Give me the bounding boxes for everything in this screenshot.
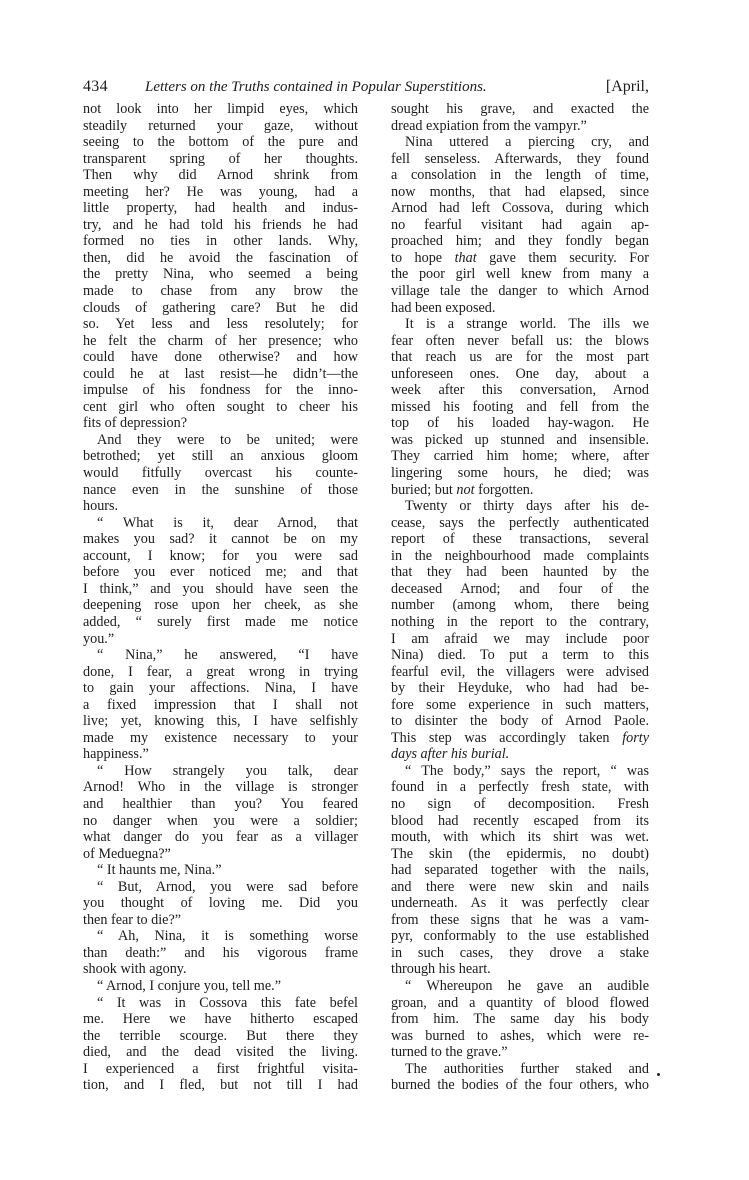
issue-date: [April, xyxy=(605,78,649,95)
text-line: Nina) died. To put a term to this xyxy=(391,647,649,664)
text-line: then fear to die?” xyxy=(83,911,182,928)
text-line: the pretty Nina, who seemed a being xyxy=(83,266,358,283)
text-line: now months, that had elapsed, since xyxy=(391,183,649,200)
text-line: shook with agony. xyxy=(83,961,187,978)
text-line: then, did he avoid the fascination of xyxy=(83,249,358,266)
text-line: “ Ah, Nina, it is something worse xyxy=(97,928,358,945)
text-line: made to chase from any brow the xyxy=(83,283,358,300)
page-number: 434 xyxy=(83,78,108,95)
text-line: from him. The same day his body xyxy=(391,1011,649,1028)
text-line: happiness.” xyxy=(83,746,149,763)
text-line: had been exposed. xyxy=(391,299,496,316)
text-line: had separated together with the nails, xyxy=(391,862,649,879)
text-line: clouds of gathering care? But he did xyxy=(83,299,358,316)
text-line: and there were new skin and nails xyxy=(391,878,649,895)
text-line: Nina uttered a piercing cry, and xyxy=(405,134,649,151)
text-line: hours. xyxy=(83,498,119,515)
text-line: account, I know; for you were sad xyxy=(83,547,358,564)
text-line: from these signs that he was a vam- xyxy=(391,911,649,928)
text-line: “ Arnod, I conjure you, tell me.” xyxy=(97,977,281,994)
text-line: fear often never befall us: the blows xyxy=(391,332,649,349)
running-head xyxy=(83,76,649,98)
text-line: report of these transactions, several xyxy=(391,531,649,548)
text-line: fore some experience in such matters, xyxy=(391,696,649,713)
text-line: you.” xyxy=(83,630,115,647)
text-line: Twenty or thirty days after his de- xyxy=(405,498,649,515)
text-line: This step was accordingly taken forty xyxy=(391,729,649,746)
text-line: “ Nina,” he answered, “I have xyxy=(97,647,358,664)
text-line: unforeseen ones. One day, about a xyxy=(391,365,649,382)
text-line: Arnod! Who in the village is stronger xyxy=(83,779,358,796)
text-line: what danger do you fear as a villager xyxy=(83,829,358,846)
text-line: betrothed; yet still an anxious gloom xyxy=(83,448,358,465)
text-column-right xyxy=(391,101,649,1094)
text-line: lingering some hours, he died; was xyxy=(391,465,649,482)
italic-emphasis: not xyxy=(456,481,475,498)
text-line: “ Whereupon he gave an audible xyxy=(405,977,649,994)
text-line: “ The body,” says the report, “ was xyxy=(405,762,649,779)
text-line: “ How strangely you talk, dear xyxy=(97,762,358,779)
text-line: seeing to the bottom of the pure and xyxy=(83,134,358,151)
italic-emphasis: that xyxy=(454,249,477,266)
text-line: underneath. As it was perfectly clear xyxy=(391,895,649,912)
text-line: could he at last resist—he didn’t—the xyxy=(83,365,358,382)
text-column-left xyxy=(83,101,358,1094)
text-line: village tale the danger to which Arnod xyxy=(391,283,649,300)
text-line: was burned to ashes, which were re- xyxy=(391,1027,649,1044)
text-line: no fearful visitant had again ap- xyxy=(391,216,649,233)
text-line: groan, and a quantity of blood flowed xyxy=(391,994,649,1011)
text-line: a consolation in the length of time, xyxy=(391,167,649,184)
text-line: number (among whom, there being xyxy=(391,597,649,614)
text-line: before you ever noticed me; and that xyxy=(83,564,358,581)
text-line: the poor girl well knew from many a xyxy=(391,266,649,283)
text-line: you thought of loving me. Did you xyxy=(83,895,358,912)
text-line: live; yet, knowing this, I have selfishly xyxy=(83,713,358,730)
text-line: cease, says the perfectly authenticated xyxy=(391,514,649,531)
text-line: I am afraid we may include poor xyxy=(391,630,649,647)
text-line: “ It haunts me, Nina.” xyxy=(97,862,222,879)
text-line: me. Here we have hitherto escaped xyxy=(83,1011,358,1028)
text-line: of Meduegna?” xyxy=(83,845,171,862)
text-line: missed his footing and fell from the xyxy=(391,398,649,415)
text-line: the terrible scourge. But there they xyxy=(83,1027,358,1044)
italic-emphasis: forty xyxy=(622,729,649,746)
text-line: proached him; and they fondly began xyxy=(391,233,649,250)
text-line: in the neighbourhood made complaints xyxy=(391,547,649,564)
text-line: mouth, with which its shirt was wet. xyxy=(391,829,649,846)
text-line: steadily returned your gaze, without xyxy=(83,117,358,134)
text-line: formed no ties in other lands. Why, xyxy=(83,233,358,250)
text-line: fits of depression? xyxy=(83,415,188,432)
text-line: no danger when you were a soldier; xyxy=(83,812,358,829)
text-line: impulse of his fondness for the inno- xyxy=(83,382,358,399)
text-line: in such cases, they drove a stake xyxy=(391,944,649,961)
text-line: added, “ surely first made me notice xyxy=(83,613,358,630)
text-line: deepening rose upon her cheek, as she xyxy=(83,597,358,614)
text-line: would fitfully overcast his counte- xyxy=(83,465,358,482)
text-line: blood had recently escaped from its xyxy=(391,812,649,829)
text-line: Then why did Arnod shrink from xyxy=(83,167,358,184)
text-line: makes you sad? it cannot be on my xyxy=(83,531,358,548)
text-line: Arnod had left Cossova, during which xyxy=(391,200,649,217)
text-line: than death:” and his vigorous frame xyxy=(83,944,358,961)
text-line: to disinter the body of Arnod Paole. xyxy=(391,713,649,730)
text-line: transparent spring of her thoughts. xyxy=(83,150,358,167)
text-line: could have done otherwise? and how xyxy=(83,349,358,366)
text-line: “ But, Arnod, you were sad before xyxy=(97,878,358,895)
text-line: burned the bodies of the four others, who xyxy=(391,1077,649,1094)
text-line: not look into her limpid eyes, which xyxy=(83,101,358,117)
text-line: through his heart. xyxy=(391,961,491,978)
text-line: no sign of decomposition. Fresh xyxy=(391,795,649,812)
text-line: top of his loaded hay-wagon. He xyxy=(391,415,649,432)
text-line: tion, and I fled, but not till I had xyxy=(83,1077,358,1094)
text-line: The authorities further staked and xyxy=(405,1060,649,1077)
text-line: deceased Arnod; and four of the xyxy=(391,580,649,597)
text-line: by their Heyduke, who had had be- xyxy=(391,680,649,697)
text-line: try, and he had told his friends he had xyxy=(83,216,358,233)
text-line: that they had been haunted by the xyxy=(391,564,649,581)
text-line: and healthier than you? You feared xyxy=(83,795,358,812)
text-line: It is a strange world. The ills we xyxy=(405,316,649,333)
text-line: little property, had health and indus- xyxy=(83,200,358,217)
text-line: fearful evil, the villagers were advised xyxy=(391,663,649,680)
text-line: that reach us are for the most part xyxy=(391,349,649,366)
text-line: dread expiation from the vampyr.” xyxy=(391,117,587,134)
text-line xyxy=(391,746,649,763)
text-line: to gain your affections. Nina, I have xyxy=(83,680,358,697)
text-line: cent girl who often sought to cheer his xyxy=(83,398,358,415)
text-line: a fixed impression that I shall not xyxy=(83,696,358,713)
text-line: found in a perfectly fresh state, with xyxy=(391,779,649,796)
text-line: week after this conversation, Arnod xyxy=(391,382,649,399)
text-line: buried; but not forgotten. xyxy=(391,481,534,498)
text-line: done, I fear, a great wrong in trying xyxy=(83,663,358,680)
italic-emphasis: days after his burial. xyxy=(391,746,510,763)
text-line: was picked up stunned and insensible. xyxy=(391,431,649,448)
text-line: made my existence necessary to your xyxy=(83,729,358,746)
text-line: They carried him home; where, after xyxy=(391,448,649,465)
text-line: turned to the grave.” xyxy=(391,1044,508,1061)
text-line: I think,” and you should have seen the xyxy=(83,580,358,597)
text-line: so. Yet less and less resolutely; for xyxy=(83,316,358,333)
text-line: “ What is it, dear Arnod, that xyxy=(97,514,358,531)
text-line: The skin (the epidermis, no doubt) xyxy=(391,845,649,862)
margin-mark xyxy=(657,1073,660,1076)
text-line: I experienced a first frightful visita- xyxy=(83,1060,358,1077)
text-line: And they were to be united; were xyxy=(97,431,358,448)
text-line: “ It was in Cossova this fate befel xyxy=(97,994,358,1011)
text-line: fell senseless. Afterwards, they found xyxy=(391,150,649,167)
text-line: pyr, conformably to the use established xyxy=(391,928,649,945)
text-line: sought his grave, and exacted the xyxy=(391,101,649,117)
running-title: Letters on the Truths contained in Popular Superstitions. xyxy=(145,79,487,95)
text-line: nothing in the report to the contrary, xyxy=(391,613,649,630)
text-line: he felt the charm of her presence; who xyxy=(83,332,358,349)
text-line: to hope that gave them security. For xyxy=(391,249,649,266)
text-line: died, and the dead visited the living. xyxy=(83,1044,358,1061)
text-line: meeting her? He was young, had a xyxy=(83,183,358,200)
text-line: nance even in the sunshine of those xyxy=(83,481,358,498)
